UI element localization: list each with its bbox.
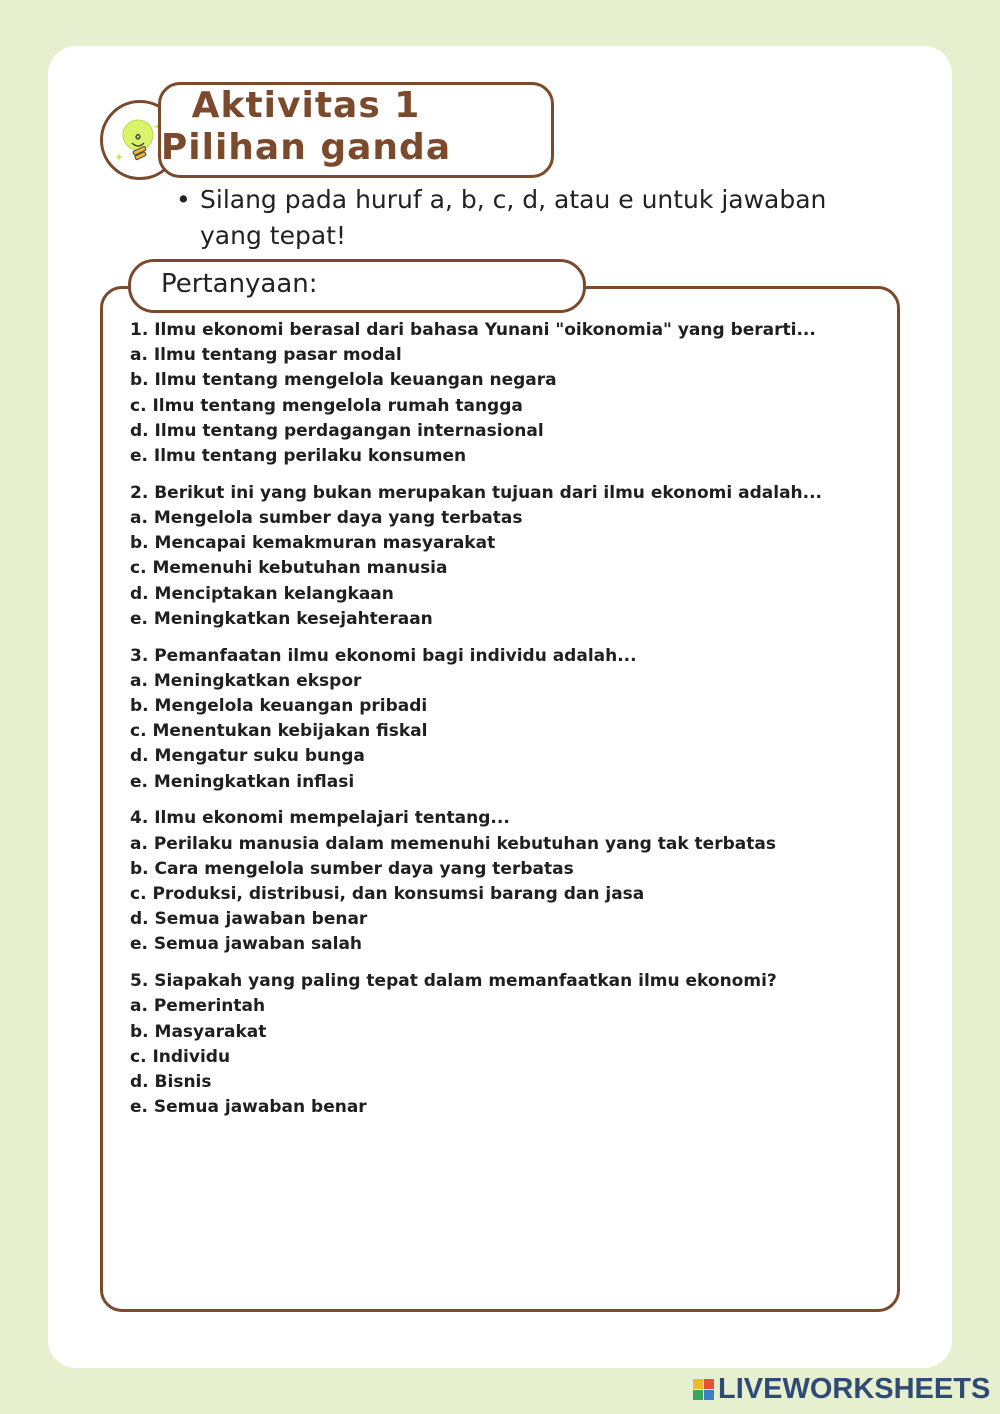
question-prompt: 5. Siapakah yang paling tepat dalam memanfaatkan ilmu ekonomi?	[130, 971, 777, 992]
question-prompt: 2. Berikut ini yang bukan merupakan tujuan dari ilmu ekonomi adalah...	[130, 482, 823, 503]
question-5	[130, 969, 890, 1120]
answer-option[interactable]: b. Mencapai kemakmuran masyarakat	[130, 533, 496, 554]
logo-cell	[704, 1379, 714, 1389]
logo-cell	[693, 1379, 703, 1389]
answer-option[interactable]: b. Mengelola keuangan pribadi	[130, 696, 428, 717]
logo-cell	[704, 1390, 714, 1400]
question-prompt: 3. Pemanfaatan ilmu ekonomi bagi individu adalah...	[130, 645, 637, 666]
answer-option[interactable]: c. Menentukan kebijakan fiskal	[130, 721, 428, 742]
answer-option[interactable]: c. Produksi, distribusi, dan konsumsi barang dan jasa	[130, 884, 645, 905]
answer-option[interactable]: b. Masyarakat	[130, 1021, 267, 1042]
instruction-text: Silang pada huruf a, b, c, d, atau e untuk jawaban yang tepat!	[200, 185, 827, 250]
answer-option[interactable]: d. Semua jawaban benar	[130, 909, 368, 930]
answer-option[interactable]: d. Menciptakan kelangkaan	[130, 583, 394, 604]
answer-option[interactable]: c. Ilmu tentang mengelola rumah tangga	[130, 395, 523, 416]
answer-option[interactable]: a. Perilaku manusia dalam memenuhi kebutuhan yang tak terbatas	[130, 833, 776, 854]
answer-option[interactable]: b. Cara mengelola sumber daya yang terbatas	[130, 858, 574, 879]
section-tab	[128, 259, 586, 313]
question-prompt: 1. Ilmu ekonomi berasal dari bahasa Yunani "oikonomia" yang berarti...	[130, 320, 816, 340]
question-3	[130, 644, 890, 795]
liveworksheets-logo-icon	[693, 1379, 714, 1400]
answer-option[interactable]: d. Ilmu tentang perdagangan internasional	[130, 420, 544, 441]
footer-brand[interactable]	[693, 1372, 990, 1406]
brand-name: LIVEWORKSHEETS	[718, 1372, 991, 1405]
answer-option[interactable]: d. Mengatur suku bunga	[130, 746, 365, 767]
answer-option[interactable]: d. Bisnis	[130, 1072, 212, 1093]
question-list	[130, 318, 890, 1132]
bullet: •	[176, 185, 191, 214]
question-2	[130, 481, 890, 632]
answer-option[interactable]: c. Individu	[130, 1046, 231, 1067]
title-line-2: Pilihan ganda	[160, 127, 452, 168]
answer-option[interactable]: a. Mengelola sumber daya yang terbatas	[130, 508, 523, 529]
answer-option[interactable]: c. Memenuhi kebutuhan manusia	[130, 558, 448, 579]
answer-option[interactable]: a. Meningkatkan ekspor	[130, 670, 362, 691]
logo-cell	[693, 1390, 703, 1400]
answer-option[interactable]: e. Semua jawaban salah	[130, 934, 363, 955]
answer-option[interactable]: e. Ilmu tentang perilaku konsumen	[130, 446, 467, 467]
section-label: Pertanyaan:	[161, 269, 318, 299]
title-box	[158, 82, 554, 178]
question-4	[130, 806, 890, 957]
instruction	[176, 182, 896, 254]
answer-option[interactable]: b. Ilmu tentang mengelola keuangan negara	[130, 370, 557, 391]
question-prompt: 4. Ilmu ekonomi mempelajari tentang...	[130, 808, 510, 829]
answer-option[interactable]: e. Semua jawaban benar	[130, 1097, 367, 1118]
answer-option[interactable]: a. Ilmu tentang pasar modal	[130, 345, 402, 366]
title-line-1: Aktivitas 1	[191, 85, 421, 126]
answer-option[interactable]: a. Pemerintah	[130, 996, 266, 1017]
answer-option[interactable]: e. Meningkatkan kesejahteraan	[130, 608, 433, 629]
question-1	[130, 318, 890, 469]
answer-option[interactable]: e. Meningkatkan inflasi	[130, 771, 355, 792]
